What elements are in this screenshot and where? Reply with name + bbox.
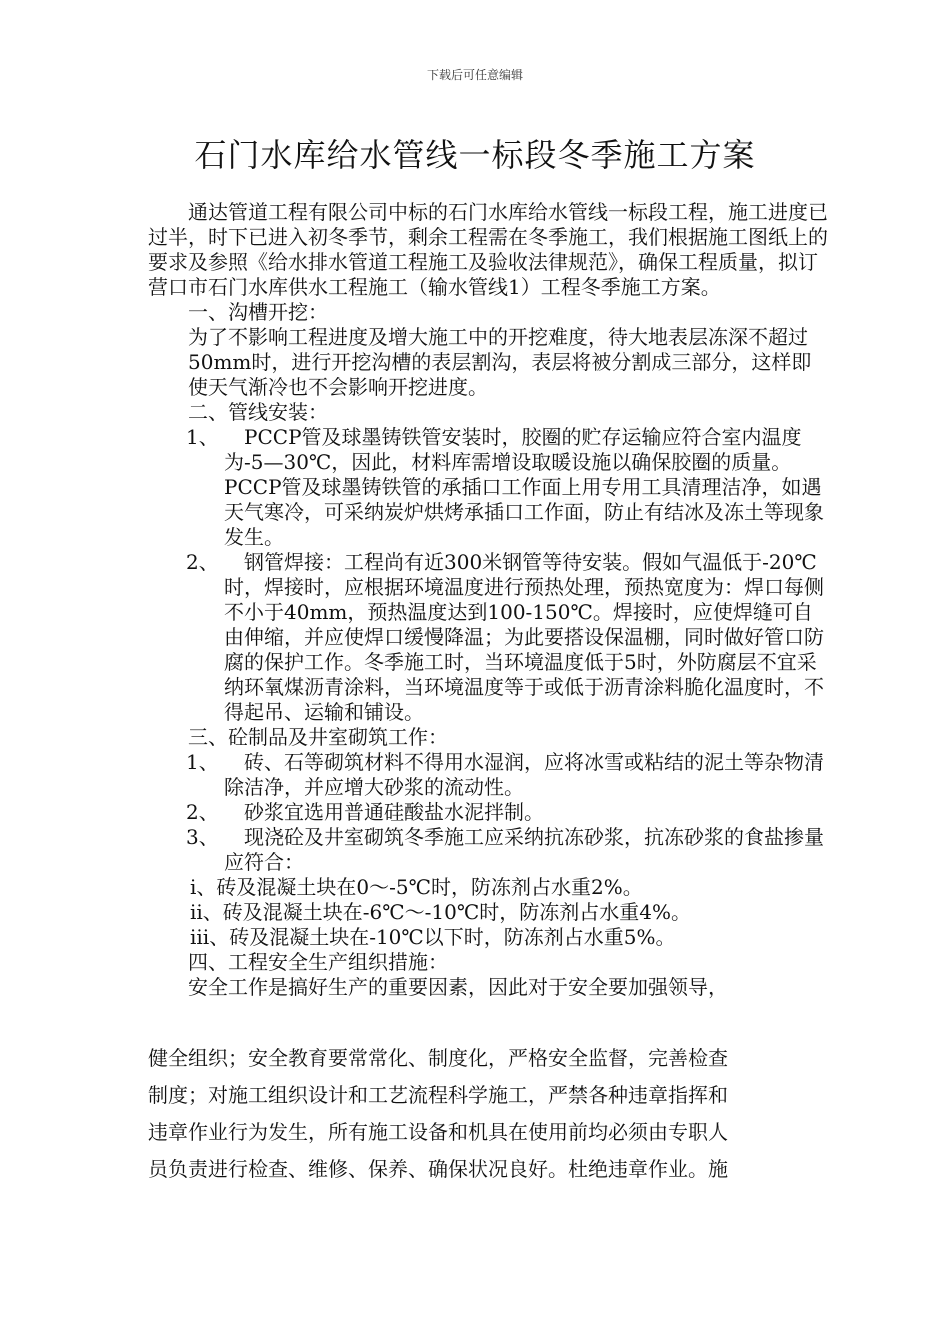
text-line: 健全组织；安全教育要常常化、制度化，严格安全监督，完善检查 [148,1046,728,1070]
list-item-text: 现浇砼及井室砌筑冬季施工应采纳抗冻砂浆，抗冻砂浆的食盐掺量应符合： [224,825,824,874]
section-4-lead: 安全工作是搞好生产的重要因素，因此对于安全要加强领导， [188,975,728,999]
list-item-number: 1、 [186,425,219,449]
list-item-number: 1、 [186,750,219,774]
text-line: 制度；对施工组织设计和工艺流程科学施工，严禁各种违章指挥和 [148,1083,728,1107]
text-line: 员负责进行检查、维修、保养、确保状况良好。杜绝违章作业。施 [148,1157,728,1181]
text-line: 违章作业行为发生，所有施工设备和机具在使用前均必须由专职人 [148,1120,728,1144]
list-item [186,825,828,875]
list-item-text: 砂浆宜选用普通硅酸盐水泥拌制。 [244,800,544,824]
document-title: 石门水库给水管线一标段冬季施工方案 [194,136,756,174]
section-4-continuation [148,1040,808,1188]
list-item [186,750,828,800]
section-1-text: 为了不影响工程进度及增大施工中的开挖难度，待大地表层冻深不超过50mm时，进行开挖沟槽的表层割沟，表层将被分割成三部分，这样即使天气渐冷也不会影响开挖进度。 [188,325,812,399]
sub-list-item: ⅰ、砖及混凝土块在0～-5℃时，防冻剂占水重2%。 [190,875,643,899]
list-item-text: PCCP管及球墨铸铁管安装时，胶圈的贮存运输应符合室内温度为-5—30℃，因此，材料库需增设取暖设施以确保胶圈的质量。PCCP管及球墨铸铁管的承插口工作面上用专用工具清理洁净，如遇天气寒冷，可采纳炭炉烘烤承插口工作面，防止有结冰及冻土等现象发生。 [224,425,824,549]
intro-paragraph: 通达管道工程有限公司中标的石门水库给水管线一标段工程，施工进度已过半，时下已进入初冬季节，剩余工程需在冬季施工，我们根据施工图纸上的要求及参照《给水排水管道工程施工及验收法律规范》，确保工程质量，拟订营口市石门水库供水工程施工（输水管线1）工程冬季施工方案。 [148,200,828,299]
page-header-note: 下载后可任意编辑 [426,68,523,82]
list-item [186,550,828,725]
section-heading-1: 一、沟槽开挖： [188,300,328,324]
list-item [186,425,828,550]
list-item-number: 2、 [186,550,219,574]
section-heading-4: 四、工程安全生产组织措施： [188,950,448,974]
sub-list-item: ⅱ、砖及混凝土块在-6℃～-10℃时，防冻剂占水重4%。 [190,900,691,924]
sub-list-item: ⅲ、砖及混凝土块在-10℃以下时，防冻剂占水重5%。 [190,925,676,949]
document-body [148,200,828,1000]
list-item [186,800,828,825]
list-item-number: 2、 [186,800,219,824]
section-heading-3: 三、砼制品及井室砌筑工作： [188,725,448,749]
list-item-text: 钢管焊接：工程尚有近300米钢管等待安装。假如气温低于-20℃时，焊接时，应根据环境温度进行预热处理，预热宽度为：焊口每侧不小于40mm，预热温度达到100-150℃。焊接时，应使焊缝可自由伸缩，并应使焊口缓慢降温；为此要搭设保温棚，同时做好管口防腐的保护工作。冬季施工时，当环境温度低于5时，外防腐层不宜采纳环氧煤沥青涂料，当环境温度等于或低于沥青涂料脆化温度时，不得起吊、运输和铺设。 [224,550,824,724]
list-item-text: 砖、石等砌筑材料不得用水湿润，应将冰雪或粘结的泥土等杂物清除洁净，并应增大砂浆的流动性。 [224,750,824,799]
section-heading-2: 二、管线安装： [188,400,328,424]
list-item-number: 3、 [186,825,219,849]
